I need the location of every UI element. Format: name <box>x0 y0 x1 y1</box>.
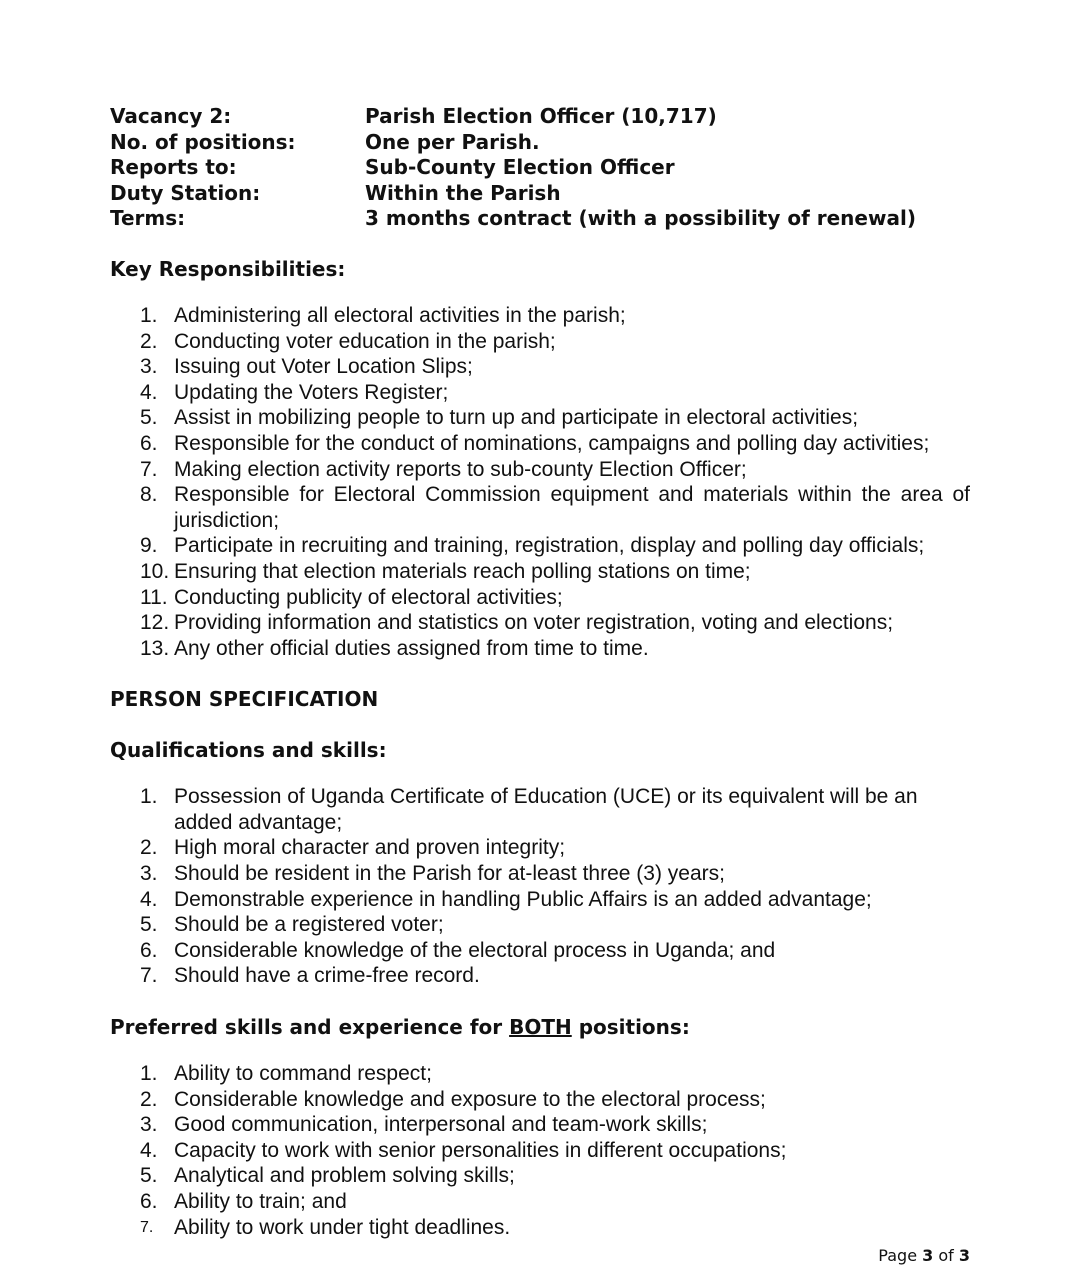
list-item <box>110 457 970 483</box>
list-item <box>110 636 970 662</box>
list-item <box>110 835 970 861</box>
list-item <box>110 861 970 887</box>
list-item <box>110 380 970 406</box>
list-item <box>110 329 970 355</box>
list-text: Demonstrable experience in handling Public Affairs is an added advantage; <box>174 887 872 911</box>
list-number: 5. <box>140 1164 158 1188</box>
list-number: 5. <box>140 913 158 937</box>
preferred-heading-post: positions: <box>571 1015 690 1040</box>
list-text: Conducting voter education in the parish; <box>174 329 556 353</box>
list-number: 4. <box>140 1138 158 1162</box>
vacancy-label: Vacancy 2: <box>110 104 232 128</box>
list-text: High moral character and proven integrity; <box>174 836 566 860</box>
list-text: Considerable knowledge of the electoral process in Uganda; and <box>174 938 776 962</box>
list-item <box>110 610 970 636</box>
list-text: Updating the Voters Register; <box>174 380 449 404</box>
list-text: Administering all electoral activities in the parish; <box>174 303 626 327</box>
list-number: 8. <box>140 483 158 507</box>
list-text: Participate in recruiting and training, registration, display and polling day officials; <box>174 534 925 558</box>
list-number: 2. <box>140 836 158 860</box>
list-text: Should be resident in the Parish for at-least three (3) years; <box>174 862 725 886</box>
list-item <box>110 533 970 559</box>
list-item <box>110 482 970 533</box>
list-number: 2. <box>140 1087 158 1111</box>
key-responsibilities-heading: Key Responsibilities: <box>110 256 346 281</box>
list-item <box>110 887 970 913</box>
list-number: 4. <box>140 887 158 911</box>
document-page <box>110 104 970 1240</box>
list-text: Considerable knowledge and exposure to the electoral process; <box>174 1087 766 1111</box>
positions-value: One per Parish. <box>365 129 540 154</box>
list-number: 1. <box>140 1062 158 1086</box>
list-item <box>110 1061 970 1087</box>
reports-to-label: Reports to: <box>110 155 237 180</box>
vacancy-details <box>110 104 970 232</box>
list-text: Should be a registered voter; <box>174 913 444 937</box>
list-text: Possession of Uganda Certificate of Education (UCE) or its equivalent will be an added advantage; <box>174 785 918 834</box>
list-text: Ability to train; and <box>174 1190 347 1213</box>
page-current: 3 <box>922 1246 934 1265</box>
list-number: 6. <box>140 938 158 962</box>
list-number: 1. <box>140 303 158 327</box>
list-number: 13. <box>140 636 170 660</box>
list-text: Ability to work under tight deadlines. <box>174 1215 511 1239</box>
list-item <box>110 431 970 457</box>
vacancy-value: Parish Election Officer (10,717) <box>365 104 717 128</box>
list-number: 12. <box>140 611 170 635</box>
qualifications-heading: Qualifications and skills: <box>110 738 387 763</box>
person-specification-heading: PERSON SPECIFICATION <box>110 687 379 712</box>
list-number: 7. <box>140 457 158 481</box>
list-number: 6. <box>140 431 158 455</box>
list-item <box>110 1163 970 1189</box>
list-item <box>110 938 970 964</box>
list-number: 9. <box>140 534 158 558</box>
list-text: Making election activity reports to sub-county Election Officer; <box>174 457 747 481</box>
list-item <box>110 585 970 611</box>
list-item <box>110 963 970 989</box>
list-item <box>110 559 970 585</box>
list-item <box>110 1112 970 1138</box>
list-text: Should have a crime-free record. <box>174 964 480 988</box>
list-number: 1. <box>140 785 158 809</box>
list-item <box>110 405 970 431</box>
list-number: 2. <box>140 329 158 353</box>
page-of: of <box>933 1246 959 1265</box>
list-text: Assist in mobilizing people to turn up and participate in electoral activities; <box>174 406 859 430</box>
list-text: Providing information and statistics on voter registration, voting and elections; <box>174 611 894 635</box>
list-number: 4. <box>140 380 158 404</box>
list-text: Conducting publicity of electoral activities; <box>174 585 563 609</box>
list-item <box>110 1087 970 1113</box>
list-text: Ability to command respect; <box>174 1062 432 1086</box>
preferred-skills-heading <box>110 1014 970 1040</box>
page-word: Page <box>878 1246 923 1265</box>
list-text: Analytical and problem solving skills; <box>174 1164 515 1188</box>
list-item <box>110 303 970 329</box>
page-total: 3 <box>958 1246 970 1265</box>
list-item <box>110 354 970 380</box>
preferred-heading-pre: Preferred skills and experience for <box>110 1015 510 1040</box>
list-text: Ensuring that election materials reach polling stations on time; <box>174 559 751 583</box>
positions-label: No. of positions: <box>110 129 296 154</box>
list-item <box>110 1215 970 1241</box>
list-text: Responsible for Electoral Commission equipment and materials within the area of jurisdiction; <box>174 483 970 532</box>
list-number: 7. <box>140 964 158 988</box>
list-number: 3. <box>140 355 158 379</box>
list-number: 10. <box>140 559 170 583</box>
list-text: Capacity to work with senior personalities in different occupations; <box>174 1138 787 1162</box>
list-number: 6. <box>140 1190 158 1213</box>
list-item <box>110 1138 970 1164</box>
list-number: 3. <box>140 1113 158 1137</box>
list-item <box>110 1189 970 1215</box>
duty-station-label: Duty Station: <box>110 180 261 205</box>
duty-station-value: Within the Parish <box>365 180 561 205</box>
list-item <box>110 784 970 835</box>
terms-value: 3 months contract (with a possibility of renewal) <box>365 206 916 231</box>
list-number: 3. <box>140 862 158 886</box>
list-text: Responsible for the conduct of nominations, campaigns and polling day activities; <box>174 431 930 455</box>
key-responsibilities-list <box>110 303 970 661</box>
page-number <box>878 1245 970 1267</box>
preferred-heading-emphasis: BOTH <box>509 1015 572 1040</box>
list-number: 7. <box>140 1218 154 1236</box>
list-number: 11. <box>140 585 168 609</box>
terms-label: Terms: <box>110 206 186 231</box>
list-number: 5. <box>140 406 158 430</box>
list-text: Issuing out Voter Location Slips; <box>174 355 473 379</box>
reports-to-value: Sub-County Election Officer <box>365 155 675 180</box>
list-text: Any other official duties assigned from time to time. <box>174 636 649 660</box>
list-item <box>110 912 970 938</box>
preferred-skills-list <box>110 1061 970 1240</box>
qualifications-list <box>110 784 970 989</box>
list-text: Good communication, interpersonal and team-work skills; <box>174 1113 708 1137</box>
